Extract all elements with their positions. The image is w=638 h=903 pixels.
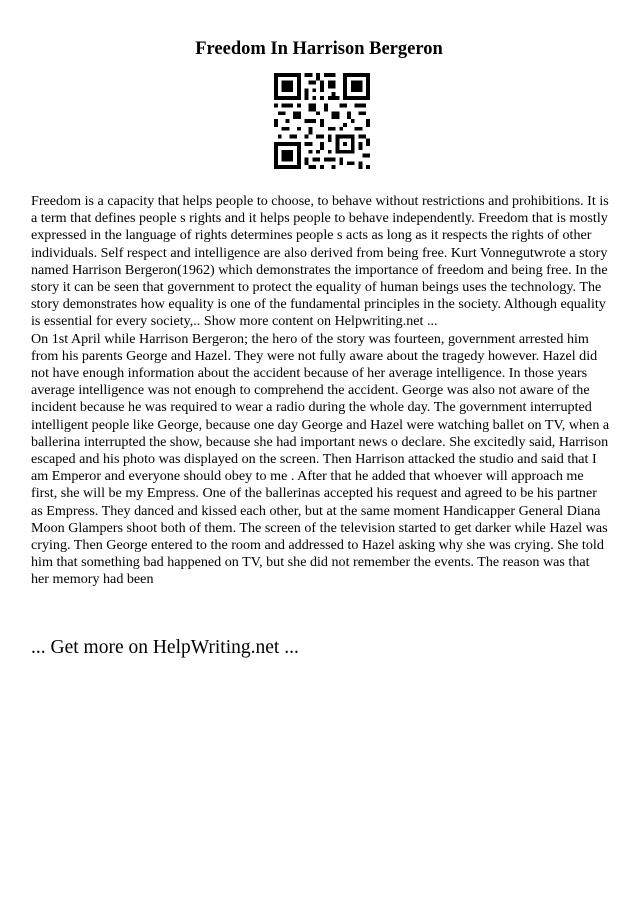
body-paragraph-2: On 1st April while Harrison Bergeron; the hero of the story was fourteen, government arrested him from his parents George and Hazel. They were not fully aware about the tragedy however. Hazel did not have enough information about the accident because of her average intelligence. In those years average intelligence was not enough to comprehend the accident. George was also not aware of the incident because he was required to wear a radio during the whole day. The government interrupted intelligent people like George, because one day George and Hazel were watching ballet on TV, when a ballerina interrupted the show, because she had important news o declare. She excitedly said, Harrison escaped and his photo was displayed on the screen. Then Harrison attacked the studio and said that I am Emperor and everyone should obey to me . After that he added that whoever will approach me first, she will be my Empress. One of the ballerinas accepted his request and agreed to be his partner as Empress. They danced and kissed each other, but at the same moment Handicapper General Diana Moon Glampers shoot both of them. The screen of the television started to get darker while Hazel was crying. Then George entered to the room and addressed to Hazel asking why she was crying. She told him that something bad happened on TV, but she did not remember the events. The reason was that her memory had been xyxy=(31,330,610,588)
qr-code-icon xyxy=(274,73,370,169)
body-paragraph-1: Freedom is a capacity that helps people to choose, to behave without restrictions and prohibitions. It is a term that defines people s rights and it helps people to behave independently. Freedom that is mostly expressed in the language of rights determines people s acts as long as it respects the rights of other individuals. Self respect and intelligence are also derived from being free. Kurt Vonnegutwrote a story named Harrison Bergeron(1962) which demonstrates the importance of freedom and being free. In the story it can be seen that government to protect the equality of human beings uses the technology. The story demonstrates how equality is one of the fundamental principles in the society. Although equality is essential for every society,.. Show more content on Helpwriting.net ... xyxy=(31,193,609,330)
get-more-link[interactable]: ... Get more on HelpWriting.net ... xyxy=(31,637,299,658)
document-body xyxy=(31,193,611,589)
document-title: Freedom In Harrison Bergeron xyxy=(195,39,443,59)
